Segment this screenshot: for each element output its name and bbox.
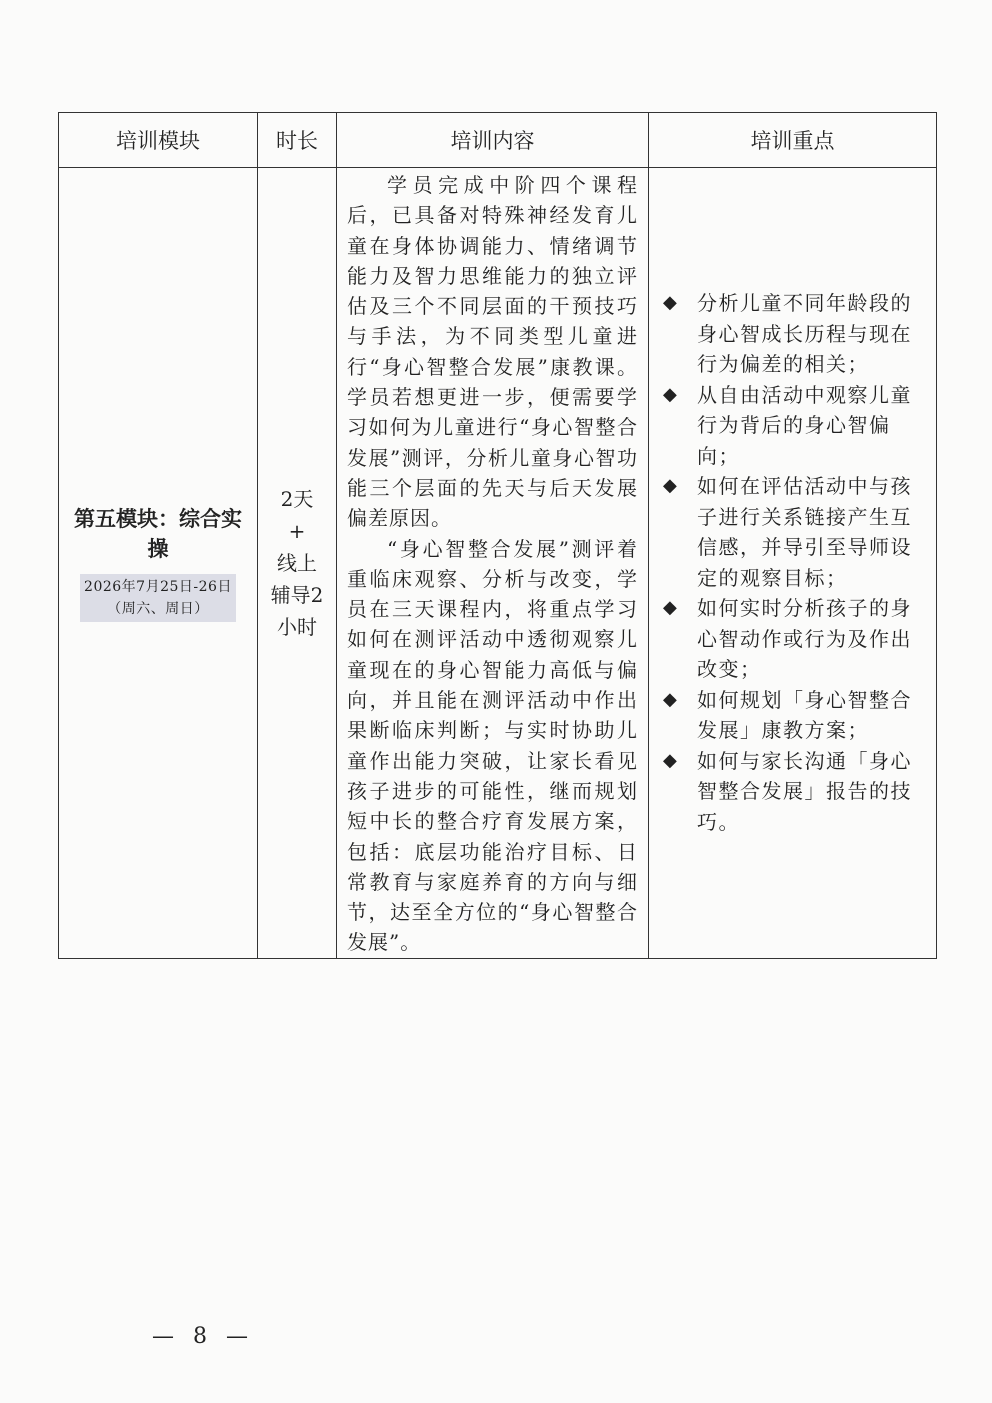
focus-item-text: 如何在评估活动中与孩子进行关系链接产生互信感，并导引至导师设定的观察目标； [697, 474, 912, 590]
list-item [659, 471, 926, 593]
module-title: 第五模块：综合实操 [74, 506, 242, 561]
focus-list [659, 288, 926, 837]
module-cell [59, 168, 258, 959]
diamond-bullet-icon: ◆ [663, 292, 679, 314]
table-header-row [59, 113, 937, 168]
duration-line: 小时 [277, 614, 317, 639]
list-item [659, 593, 926, 685]
diamond-bullet-icon: ◆ [663, 749, 679, 771]
content-paragraph: 学员完成中阶四个课程后，已具备对特殊神经发育儿童在身体协调能力、情绪调节能力及智力思维能力的独立评估及三个不同层面的干预技巧与手法，为不同类型儿童进行“身心智整合发展”康教课。学员若想更进一步，便需要学习如何为儿童进行“身心智整合发展”测评，分析儿童身心智功能三个层面的先天与后天发展偏差原因。 [347, 173, 638, 531]
content-cell [337, 168, 649, 959]
content-paragraph: “身心智整合发展”测评着重临床观察、分析与改变，学员在三天课程内，将重点学习如何在测评活动中透彻观察儿童现在的身心智能力高低与偏向，并且能在测评活动中作出果断临床判断；与实时协助儿童作出能力突破，让家长看见孩子进步的可能性，继而规划短中长的整合疗育发展方案，包括：底层功能治疗目标、日常教育与家庭养育的方向与细节，达至全方位的“身心智整合发展”。 [347, 536, 638, 955]
header-module: 培训模块 [59, 113, 258, 168]
focus-cell [649, 168, 937, 959]
diamond-bullet-icon: ◆ [663, 597, 679, 619]
list-item [659, 746, 926, 838]
page-number: — 8 — [152, 1324, 254, 1349]
list-item [659, 685, 926, 746]
table-row [59, 168, 937, 959]
module-date-weekday: （周六、周日） [107, 600, 209, 617]
duration-cell [258, 168, 337, 959]
focus-item-text: 如何规划「身心智整合发展」康教方案； [697, 687, 912, 743]
header-content: 培训内容 [337, 113, 649, 168]
duration-line: 辅导2 [270, 582, 324, 607]
focus-item-text: 分析儿童不同年龄段的身心智成长历程与现在行为偏差的相关； [697, 291, 912, 377]
focus-item-text: 如何实时分析孩子的身心智动作或行为及作出改变； [697, 596, 912, 682]
list-item [659, 380, 926, 472]
diamond-bullet-icon: ◆ [663, 383, 679, 405]
diamond-bullet-icon: ◆ [663, 688, 679, 710]
duration-line: 2天 [280, 486, 314, 511]
header-focus: 培训重点 [649, 113, 937, 168]
diamond-bullet-icon: ◆ [663, 475, 679, 497]
module-date [80, 574, 236, 622]
training-table [58, 112, 937, 959]
module-date-line: 2026年7月25日-26日 [84, 578, 232, 595]
focus-item-text: 从自由活动中观察儿童行为背后的身心智偏向； [697, 382, 912, 468]
header-duration: 时长 [258, 113, 337, 168]
duration-line: 线上 [277, 550, 317, 575]
list-item [659, 288, 926, 380]
focus-item-text: 如何与家长沟通「身心智整合发展」报告的技巧。 [697, 748, 912, 834]
duration-line: + [288, 518, 306, 543]
